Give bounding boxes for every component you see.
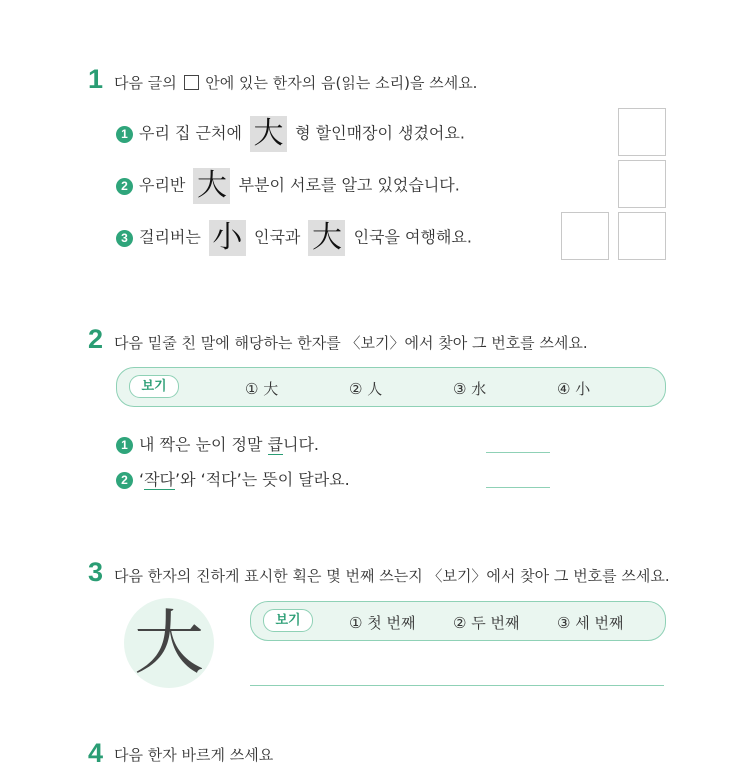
underlined-word: 큽 [267, 435, 284, 454]
q2-item-2 [116, 467, 350, 490]
option-3: ③ 세 번째 [557, 614, 624, 632]
question-4-text: 다음 한자 바르게 쓰세요 [114, 746, 274, 764]
q1-item-1 [116, 116, 465, 152]
q1-item-1-post: 형 할인매장이 생겼어요. [295, 123, 465, 143]
hanja-stroke-character: 大 [134, 602, 204, 684]
option-2: ② 두 번째 [453, 614, 520, 632]
bogi-box-q2 [116, 367, 666, 407]
item-number-badge: 2 [116, 178, 133, 195]
option-2: ② 人 [349, 380, 383, 398]
answer-line-1[interactable] [486, 451, 550, 453]
bogi-label: 보기 [263, 609, 313, 632]
q1-item-3 [116, 220, 472, 256]
question-1-number: 1 [88, 64, 104, 94]
bogi-box-q3 [250, 601, 666, 641]
q2-item-1 [116, 432, 319, 455]
q1-item-2-pre: 우리반 [139, 175, 186, 195]
question-3-text: 다음 한자의 진하게 표시한 획은 몇 번째 쓰는지 〈보기〉에서 찾아 그 번호를 쓰세요. [114, 567, 670, 585]
option-4: ④ 小 [557, 380, 591, 398]
q2-item-2-post: ’와 ‘적다’는 뜻이 달라요. [175, 470, 350, 489]
answer-box-1[interactable] [618, 108, 666, 156]
answer-line-2[interactable] [486, 486, 550, 488]
question-1-text [114, 72, 477, 93]
underlined-word: 작다 [144, 470, 176, 489]
item-number-badge: 1 [116, 126, 133, 143]
hanja-box: 小 [209, 220, 246, 256]
q1-item-2-post: 부분이 서로를 알고 있었습니다. [238, 175, 460, 195]
item-number-badge: 3 [116, 230, 133, 247]
q1-text-pre: 다음 글의 [114, 74, 177, 92]
option-1: ① 첫 번째 [349, 614, 416, 632]
empty-box-icon [184, 75, 199, 90]
q2-item-1-post: 니다. [283, 435, 320, 454]
question-4-number: 4 [88, 738, 104, 768]
question-2-text: 다음 밑줄 친 말에 해당하는 한자를 〈보기〉에서 찾아 그 번호를 쓰세요. [114, 334, 588, 352]
option-1: ① 大 [245, 380, 279, 398]
q2-item-1-pre: 내 짝은 눈이 정말 [139, 435, 268, 454]
question-2-number: 2 [88, 324, 104, 354]
question-3-number: 3 [88, 557, 104, 587]
option-3: ③ 水 [453, 380, 487, 398]
answer-box-3a[interactable] [561, 212, 609, 260]
item-number-badge: 2 [116, 472, 133, 489]
bogi-label: 보기 [129, 375, 179, 398]
q1-item-3-mid: 인국과 [254, 227, 301, 247]
q1-item-2 [116, 168, 460, 204]
hanja-box: 大 [250, 116, 287, 152]
hanja-box: 大 [308, 220, 345, 256]
q2-item-2-pre: ‘ [139, 470, 145, 489]
answer-box-2[interactable] [618, 160, 666, 208]
hanja-stroke-circle [124, 598, 214, 688]
item-number-badge: 1 [116, 437, 133, 454]
hanja-box: 大 [193, 168, 230, 204]
answer-line-3[interactable] [250, 684, 664, 686]
q1-text-post: 안에 있는 한자의 음(읽는 소리)을 쓰세요. [205, 74, 478, 92]
q1-item-3-post: 인국을 여행해요. [353, 227, 472, 247]
q1-item-1-pre: 우리 집 근처에 [139, 123, 242, 143]
q1-item-3-pre: 걸리버는 [139, 227, 201, 247]
answer-box-3b[interactable] [618, 212, 666, 260]
